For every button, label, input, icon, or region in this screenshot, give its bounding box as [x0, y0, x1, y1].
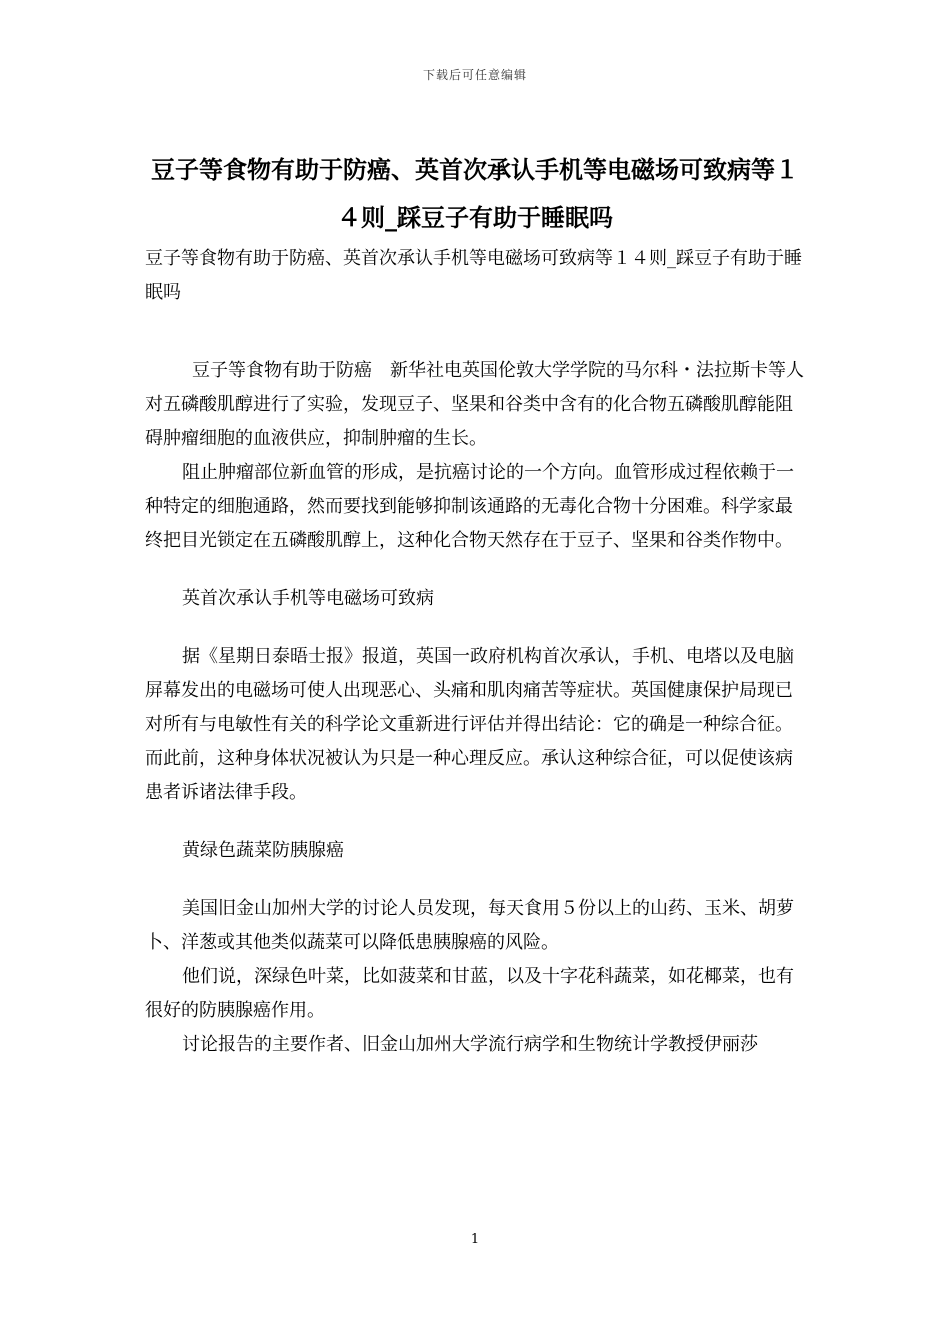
paragraph: 豆子等食物有助于防癌 新华社电英国伦敦大学学院的马尔科・法拉斯卡等人对五磷酸肌醇进行了实验，发现豆子、坚果和谷类中含有的化合物五磷酸肌醇能阻碍肿瘤细胞的血液供应，抑制肿瘤的生长。 — [145, 360, 804, 449]
header-note: 下载后可任意编辑 — [422, 68, 527, 82]
document-subtitle: 豆子等食物有助于防癌、英首次承认手机等电磁场可致病等１４则_踩豆子有助于睡眠吗 — [145, 248, 802, 303]
spacer — [145, 558, 807, 582]
document-body — [145, 242, 807, 1062]
spacer — [145, 310, 807, 354]
spacer — [145, 868, 807, 892]
paragraph: 讨论报告的主要作者、旧金山加州大学流行病学和生物统计学教授伊丽莎 — [182, 1034, 758, 1055]
paragraph: 据《星期日泰晤士报》报道，英国一政府机构首次承认，手机、电塔以及电脑屏幕发出的电磁场可使人出现恶心、头痛和肌肉痛苦等症状。英国健康保护局现已对所有与电敏性有关的科学论文重新进行评估并得出结论：它的确是一种综合征。而此前，这种身体状况被认为只是一种心理反应。承认这种综合征，可以促使该病患者诉诸法律手段。 — [145, 646, 794, 803]
paragraph: 美国旧金山加州大学的讨论人员发现，每天食用５份以上的山药、玉米、胡萝卜、洋葱或其他类似蔬菜可以降低患胰腺癌的风险。 — [145, 898, 794, 953]
paragraph: 阻止肿瘤部位新血管的形成，是抗癌讨论的一个方向。血管形成过程依赖于一种特定的细胞通路，然而要找到能够抑制该通路的无毒化合物十分困难。科学家最终把目光锁定在五磷酸肌醇上，这种化合物天然存在于豆子、坚果和谷类作物中。 — [145, 462, 794, 551]
document-title: 豆子等食物有助于防癌、英首次承认手机等电磁场可致病等１４则_踩豆子有助于睡眠吗 — [151, 155, 799, 232]
section-heading: 黄绿色蔬菜防胰腺癌 — [182, 840, 344, 861]
section-heading: 英首次承认手机等电磁场可致病 — [182, 588, 434, 609]
spacer — [145, 810, 807, 834]
page-number: 1 — [470, 1232, 480, 1247]
paragraph: 他们说，深绿色叶菜，比如菠菜和甘蓝，以及十字花科蔬菜，如花椰菜，也有很好的防胰腺癌作用。 — [145, 966, 794, 1021]
spacer — [145, 616, 807, 640]
